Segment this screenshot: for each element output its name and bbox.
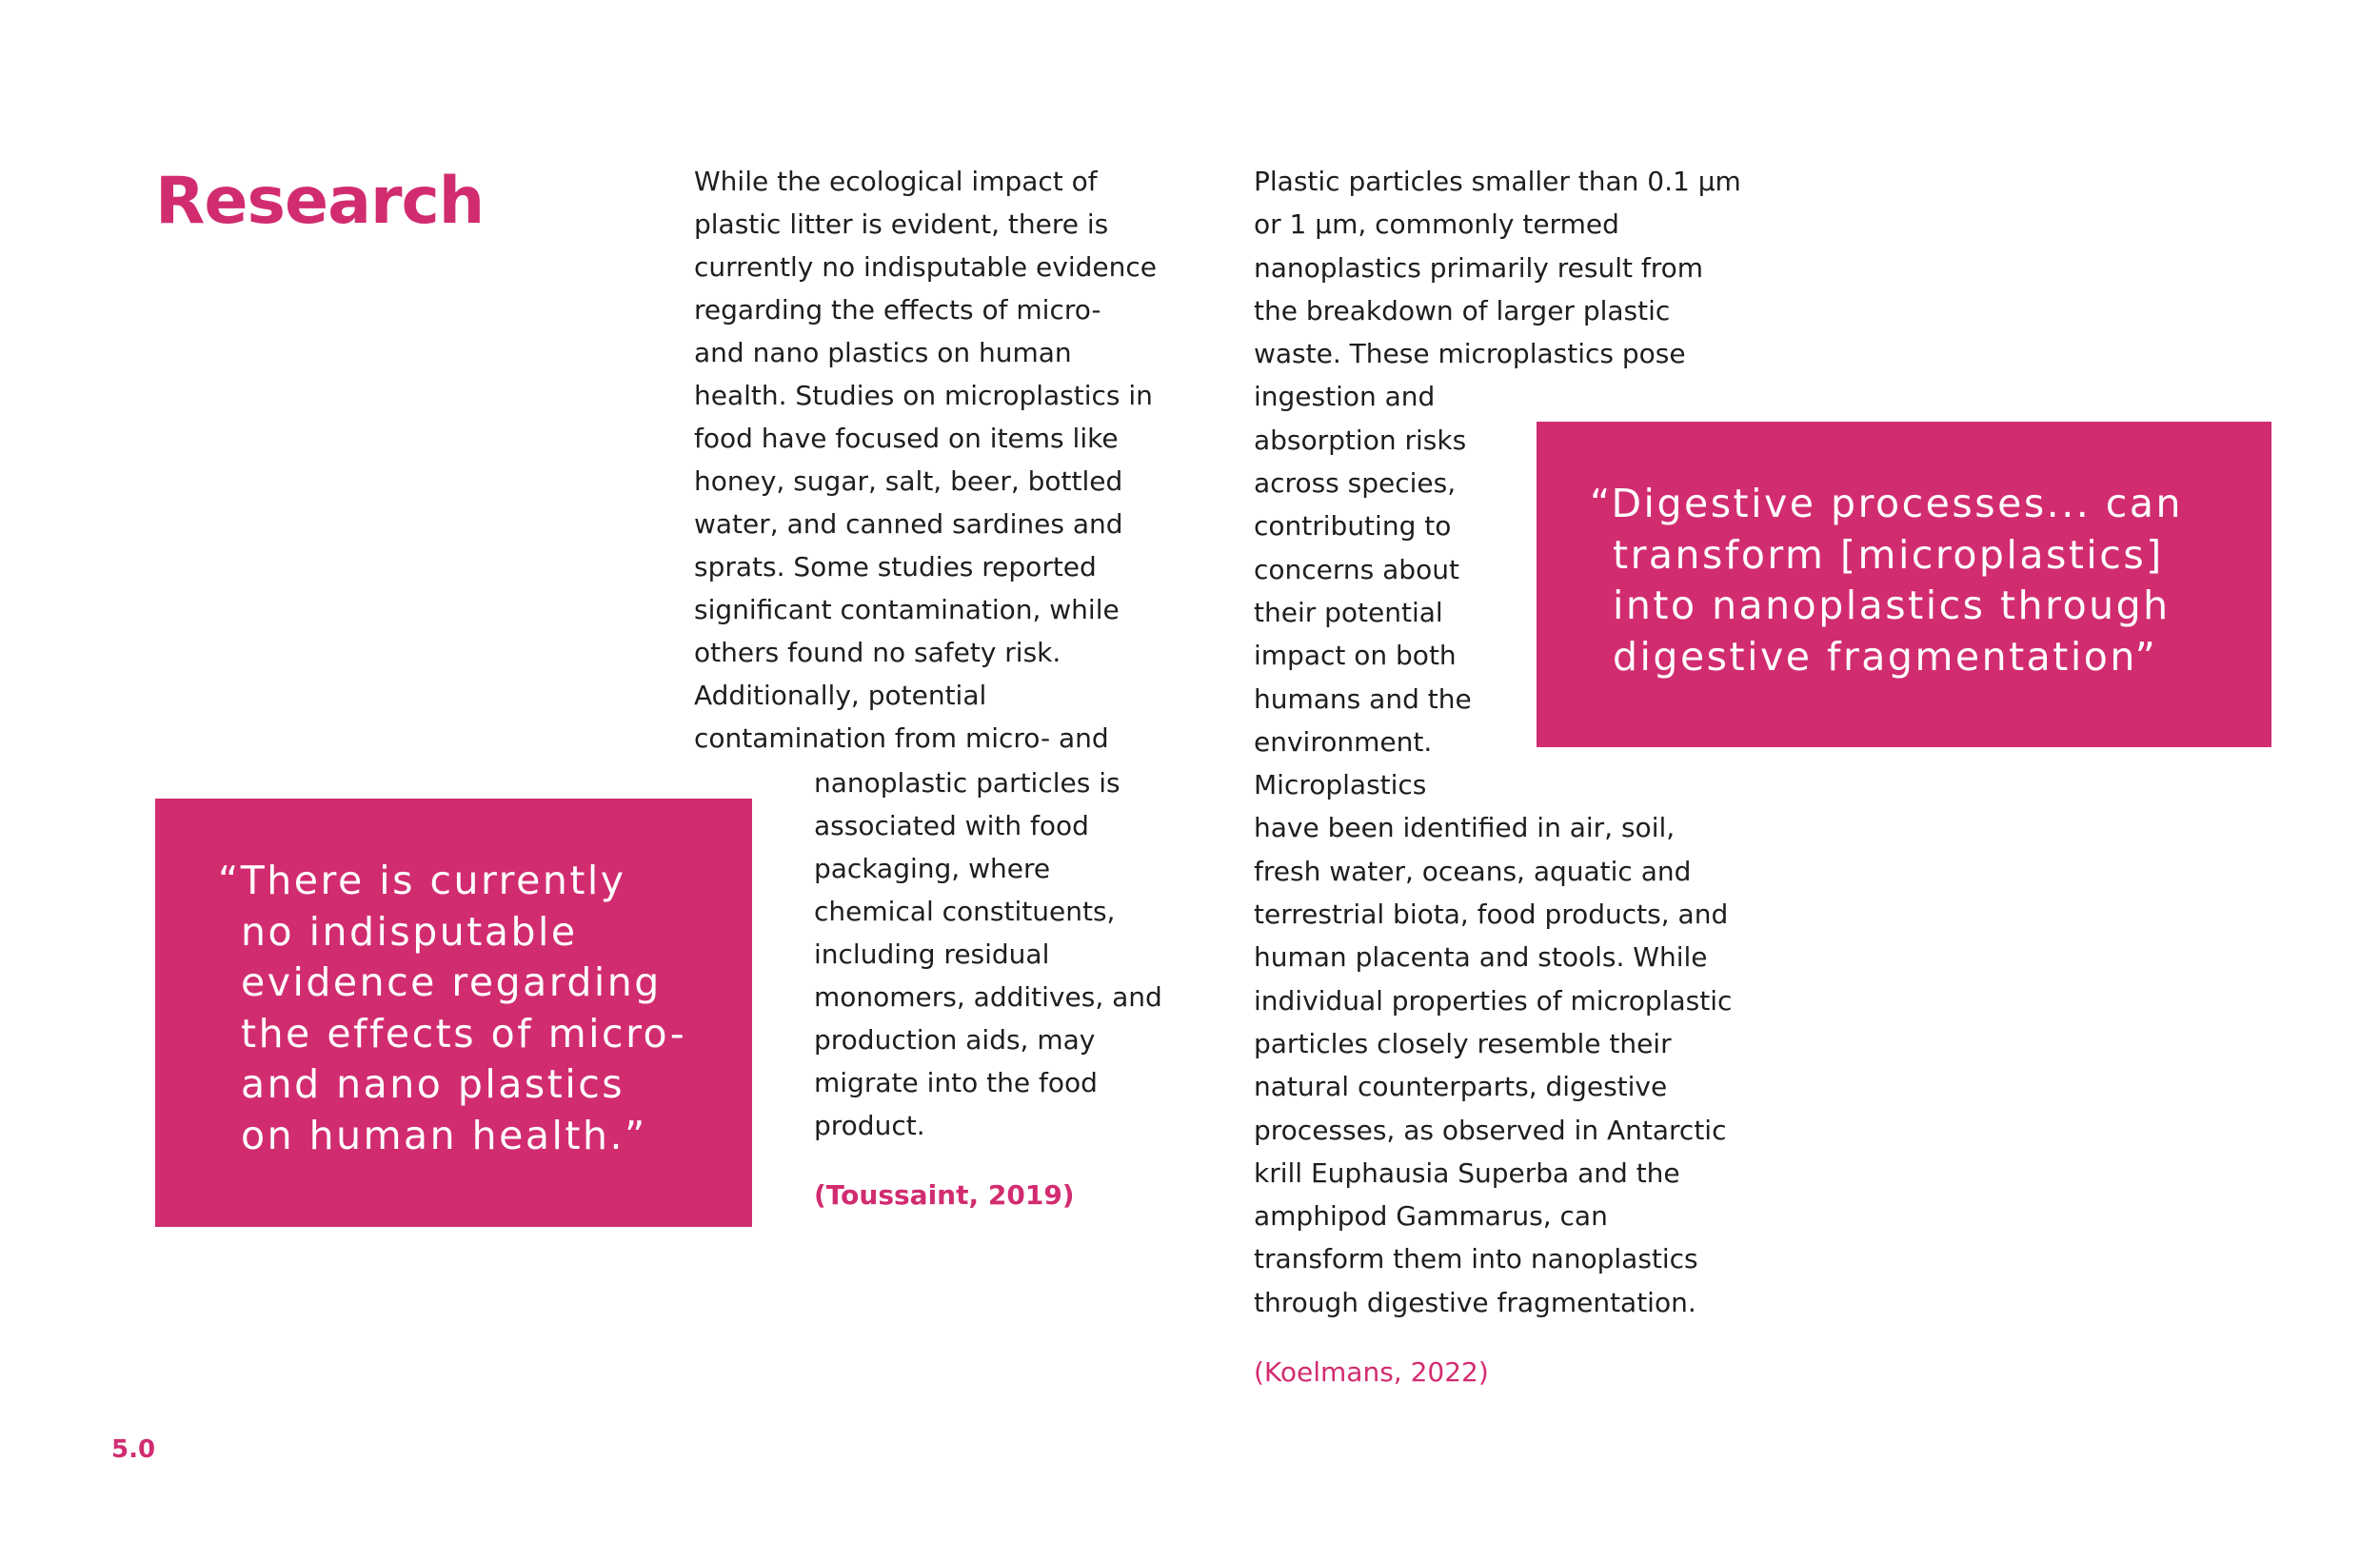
citation-toussaint: (Toussaint, 2019) (814, 1179, 1075, 1211)
body-text-line: packaging, where (814, 853, 1051, 884)
body-text-line: production aids, may (814, 1024, 1096, 1056)
pull-quote-right (1537, 422, 2271, 747)
body-text-line: concerns about (1254, 553, 1459, 585)
pull-quote-line: digestive fragmentation” (1613, 633, 2158, 680)
body-text-line: across species, (1254, 467, 1457, 500)
body-text-line: food have focused on items like (694, 423, 1119, 454)
body-text-line: chemical constituents, (814, 896, 1116, 927)
body-text-line: fresh water, oceans, aquatic and (1254, 855, 1692, 887)
pull-quote-line: “Digestive processes... can (1590, 481, 2183, 526)
body-text-line: human placenta and stools. While (1254, 941, 1708, 974)
body-text-line: While the ecological impact of (694, 166, 1098, 197)
body-text-line: honey, sugar, salt, beer, bottled (694, 465, 1123, 497)
body-text-line: through digestive fragmentation. (1254, 1286, 1696, 1318)
body-text-line: environment. (1254, 725, 1433, 758)
pull-quote-line: “There is currently (218, 858, 626, 903)
body-text-line: including residual (814, 938, 1050, 970)
body-text-line: contributing to (1254, 510, 1452, 543)
body-text-line: sprats. Some studies reported (694, 551, 1097, 583)
body-text-line: natural counterparts, digestive (1254, 1071, 1668, 1103)
pull-quote-line: on human health.” (241, 1112, 647, 1158)
body-text-line: individual properties of microplastic (1254, 984, 1733, 1017)
text-column-right (1254, 160, 1768, 1393)
citation-koelmans: (Koelmans, 2022) (1254, 1356, 1489, 1389)
pull-quote-line: into nanoplastics through (1613, 583, 2171, 628)
body-text-line: Additionally, potential (694, 680, 987, 711)
pull-quote-text (1590, 479, 2271, 682)
body-text-line: have been identified in air, soil, (1254, 812, 1676, 844)
page-title: Research (155, 164, 485, 239)
body-text-line: product. (814, 1110, 925, 1141)
body-text-line: water, and canned sardines and (694, 508, 1123, 540)
body-text-line: terrestrial biota, food products, and (1254, 899, 1729, 931)
body-text-line: ingestion and (1254, 381, 1436, 413)
body-text-line: transform them into nanoplastics (1254, 1243, 1698, 1275)
pull-quote-line: no indisputable (241, 908, 578, 955)
body-text-line: migrate into the food (814, 1067, 1098, 1098)
body-text-line: their potential (1254, 596, 1443, 628)
body-text-line: Plastic particles smaller than 0.1 µm (1254, 166, 1741, 197)
body-text-line: processes, as observed in Antarctic (1254, 1114, 1727, 1146)
body-text-line: monomers, additives, and (814, 981, 1162, 1013)
body-text-line: humans and the (1254, 682, 1472, 715)
body-text-line: and nano plastics on human (694, 337, 1072, 368)
body-text-line: particles closely resemble their (1254, 1027, 1672, 1059)
pull-quote-text (218, 856, 752, 1161)
body-text-line: Microplastics (1254, 769, 1427, 801)
body-text-line: plastic litter is evident, there is (694, 208, 1109, 240)
pull-quote-left (155, 799, 752, 1227)
body-text-line: absorption risks (1254, 424, 1467, 456)
body-text-line: health. Studies on microplastics in (694, 380, 1153, 411)
body-text-line: contamination from micro- and (694, 722, 1109, 754)
body-text-line: or 1 µm, commonly termed (1254, 208, 1619, 241)
page-number: 5.0 (111, 1435, 156, 1464)
body-text-line: nanoplastic particles is (814, 767, 1121, 799)
body-text-line: krill Euphausia Superba and the (1254, 1156, 1680, 1189)
pull-quote-line: and nano plastics (241, 1061, 625, 1107)
body-text-line: regarding the effects of micro- (694, 294, 1101, 326)
pull-quote-line: evidence regarding (241, 959, 662, 1005)
body-text-line: impact on both (1254, 640, 1457, 672)
body-text-line: others found no safety risk. (694, 637, 1061, 668)
text-column-left (694, 160, 1208, 1216)
body-text-line: significant contamination, while (694, 594, 1120, 625)
pull-quote-line: the effects of micro- (241, 1010, 687, 1057)
body-text-line: associated with food (814, 810, 1089, 841)
body-text-line: the breakdown of larger plastic (1254, 294, 1671, 326)
body-text-line: currently no indisputable evidence (694, 251, 1157, 283)
body-text-line: nanoplastics primarily result from (1254, 251, 1704, 284)
pull-quote-line: transform [microplastics] (1613, 531, 2164, 578)
body-text-line: waste. These microplastics pose (1254, 338, 1686, 370)
body-text-line: amphipod Gammarus, can (1254, 1200, 1608, 1233)
